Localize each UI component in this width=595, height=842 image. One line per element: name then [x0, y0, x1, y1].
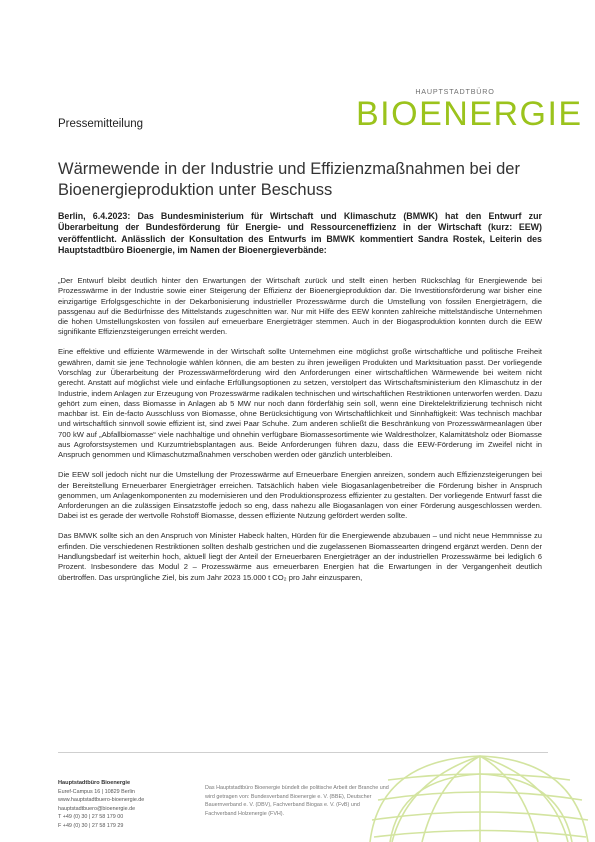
- page-title: Wärmewende in der Industrie und Effizienzmaßnahmen bei der Bioenergieproduktion unter Beschuss: [58, 160, 520, 199]
- footer-description: Das Hauptstadtbüro Bioenergie bündelt die politische Arbeit der Branche und wird getragen von: Bundesverband Bioenergie e. V. (BBE), Deutscher Bauernverband e. V. (DBV), Fachverband Biogas e. V. (FvB) und Fachverband Holzenergie (FVH).: [205, 785, 389, 817]
- lead-paragraph: Berlin, 6.4.2023: Das Bundesministerium für Wirtschaft und Klimaschutz (BMWK) hat den Entwurf zur Überarbeitung der Bundesförderung für Energie- und Ressourceneffizienz in der Wirtschaft (kurz: EEW) veröffentlicht. Anlässlich der Konsultation des Entwurfs im BMWK kommentiert Sandra Rostek, Leiterin des Hauptstadtbüro Bioenergie, im Namen der Bioenergieverbände:: [58, 211, 542, 256]
- footer-org-name: Hauptstadtbüro Bioenergie: [58, 780, 131, 786]
- body-paragraph-4: Das BMWK sollte sich an den Anspruch von Minister Habeck halten, Hürden für die Energiewende abzubauen – und nicht neue Hemmnisse zu erfinden. Die verschiedenen Restriktionen sollten deshalb gestrichen und die zugelassenen Biomassearten dringend ergänzt werden. Denn der Handlungsbedarf ist weiterhin hoch, aktuell liegt der Anteil der Erneuerbaren Energieträger an der industriellen Prozesswärme bei lediglich 6 Prozent. Insbesondere das Modul 2 – Prozesswärme aus erneuerbaren Energien hat die Erwartungen in der Vergangenheit deutlich übertroffen. Das ursprüngliche Ziel, bis zum Jahr 2023 15.000 t CO₂ pro Jahr einzusparen,: [58, 531, 542, 582]
- document-type-label: Pressemitteilung: [58, 118, 144, 130]
- body-paragraph-1: „Der Entwurf bleibt deutlich hinter den Erwartungen der Wirtschaft zurück und stellt einen herben Rückschlag für Energiewende bei Prozesswärme in der Industrie sowie einer Steigerung der Effizienz der Bioenergieproduktion dar. Die Investitionsförderung war bisher eine einzigartige Erfolgsgeschichte in der Dekarbonisierung industrieller Prozesswärme durch die Umstellung von fossilen Energieträgern, die passgenau auf die Bedürfnisse des Mittelstands zugeschnitten war. Nur mit Hilfe des EEW konnten zahlreiche mittelständische Unternehmen die hohen Umstellungskosten von fossilen auf erneuerbare Energieträger stemmen. Auch in der Biogasproduktion konnten durch die EEW signifikante Effizienzsteigerungen erreicht werden.: [58, 276, 542, 337]
- logo-main-text: BIOENERGIE: [356, 95, 583, 133]
- footer-email-link[interactable]: hauptstadtbuero@bioenergie.de: [58, 805, 136, 812]
- footer-website-link[interactable]: www.hauptstadtbuero-bioenergie.de: [58, 797, 145, 804]
- logo-top-text: HAUPTSTADTBÜRO: [415, 87, 495, 96]
- body-text: [58, 276, 542, 592]
- footer-contact: [58, 779, 198, 831]
- footer-address: Euref-Campus 16 | 10829 Berlin: [58, 788, 135, 795]
- globe-graphic: [360, 740, 595, 842]
- footer-fax: F +49 (0) 30 | 27 58 179 29: [58, 822, 124, 829]
- body-paragraph-3: Die EEW soll jedoch nicht nur die Umstellung der Prozesswärme auf Erneuerbare Energien anreizen, sondern auch Effizienzsteigerungen bei der Bereitstellung Erneuerbarer Energieträger erreichen. Tatsächlich haben viele Biogasanlagenbetreiber die Förderung bisher in Anspruch genommen, um Anlagenkomponenten zu modernisieren und den Produktionsprozess effizienter zu gestalten. Der vorliegende Entwurf fasst die Anforderungen an die zulässigen Einsatzstoffe jedoch so eng, dass nahezu alle Biogasanlagen von einer Förderung ausgeschlossen werden. Dabei ist es gerade der wertvolle Rohstoff Biomasse, dessen effiziente Nutzung gefördert werden sollte.: [58, 470, 542, 521]
- body-paragraph-2: Eine effektive und effiziente Wärmewende in der Wirtschaft sollte Unternehmen eine möglichst große wirtschaftliche und politische Freiheit gewähren, damit sie jene Technologie wählen können, die am besten zu ihren jeweiligen Produkten und Marktsituation passt. Der vorliegende Vorschlag zur Überarbeitung der Prozesswärmeförderung wird den Anforderungen einer wirtschaftlichen Wärmewende bei weitem nicht gerecht. Anstatt auf möglichst viele und einfache Erfüllungsoptionen zu setzen, verstolpert das Wirtschaftsministerium den Klimaschutz in der Industrie, indem Anlagen zur Erzeugung von Prozesswärme radikalen technischen und wirtschaftlichen Restriktionen unterworfen werden. Dazu gehört zum einen, dass Biomasse in Anlagen ab 5 MW nur noch dann förderfähig sein soll, wenn eine Direktelektrifizierung technisch nicht machbar ist. Ein de-facto Ausschluss von Biomasse, ohne Berücksichtigung von Wirtschaftlichkeit und Sinnhaftigkeit: Was technisch machbar und wirtschaftlich sinnvoll sowie effizient ist, sind zwei Paar Schuhe. Zum anderen schließt die Beschränkung von Prozesswärmeanlagen über 700 kW auf „Abfallbiomasse“ viele nachhaltige und ohnehin verfügbare Biomassesortimente wie Waldrestholzer, Kalamitätsholz oder Biomasse aus Agroforstsystemen und Kurzumtriebsplantagen aus. Beide Anforderungen führen dazu, dass die EEW-Förderung im Zweifel nicht in Anspruch genommen und Klimaschutzmaßnahmen verschoben werden oder gänzlich unterbleiben.: [58, 347, 542, 460]
- footer-phone: T +49 (0) 30 | 27 58 179 00: [58, 814, 124, 821]
